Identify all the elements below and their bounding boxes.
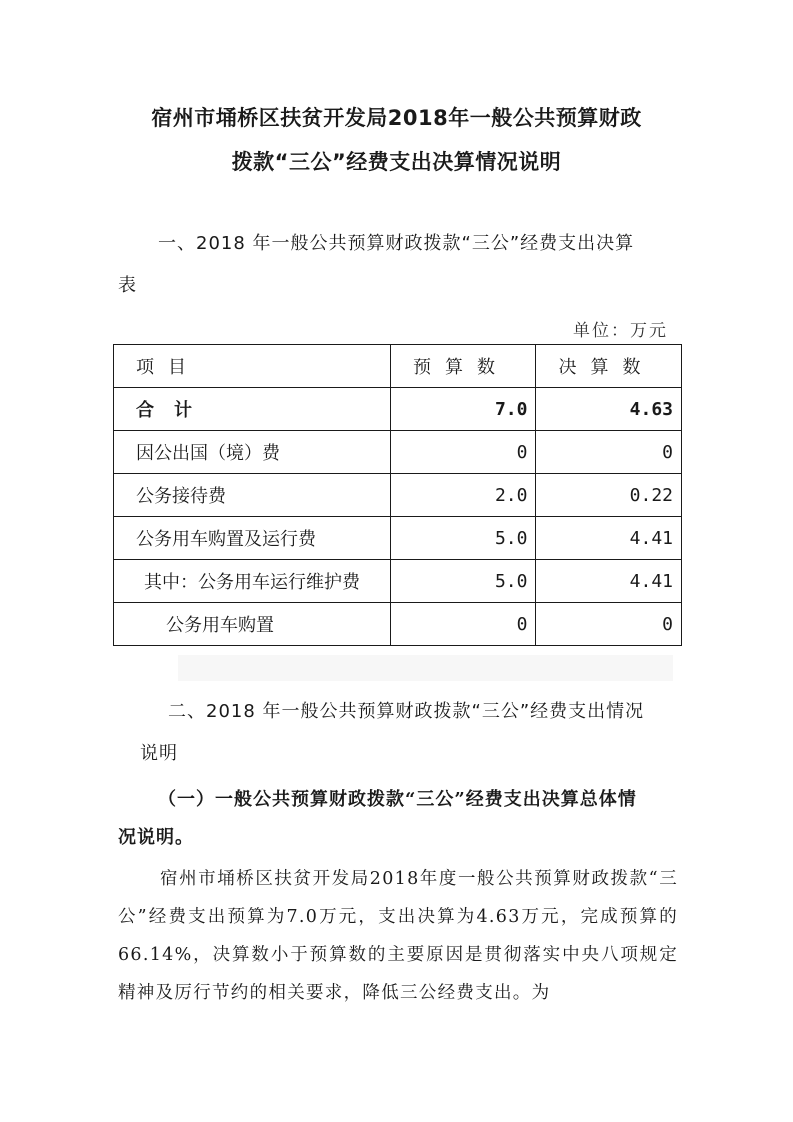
row-final: 4.41 bbox=[536, 517, 682, 560]
row-label: 公务用车购置及运行费 bbox=[114, 517, 391, 560]
row-label: 公务接待费 bbox=[114, 474, 391, 517]
row-budget: 5.0 bbox=[390, 560, 536, 603]
unit-label: 单位：万元 bbox=[573, 321, 668, 341]
row-label: 因公出国（境）费 bbox=[114, 431, 391, 474]
table-row bbox=[114, 560, 682, 603]
row-budget: 0 bbox=[390, 431, 536, 474]
row-final: 0 bbox=[536, 603, 682, 646]
section1-heading-line1: 一、2018 年一般公共预算财政拨款“三公”经费支出决算 bbox=[158, 233, 635, 254]
subsection1-heading-line2: 况说明。 bbox=[118, 827, 194, 848]
document-title-line2: 拨款“三公”经费支出决算情况说明 bbox=[231, 150, 562, 174]
body-paragraph: 宿州市埇桥区扶贫开发局2018年度一般公共预算财政拨款“三公”经费支出预算为7.0万元，支出决算为4.63万元，完成预算的66.14%，决算数小于预算数的主要原因是贯彻落实中央八项规定精神及厉行节约的相关要求，降低三公经费支出。为 bbox=[118, 869, 678, 1003]
row-label: 其中：公务用车运行维护费 bbox=[114, 560, 391, 603]
row-budget: 2.0 bbox=[390, 474, 536, 517]
row-budget: 7.0 bbox=[390, 388, 536, 431]
table-row bbox=[114, 431, 682, 474]
row-final: 0.22 bbox=[536, 474, 682, 517]
document-title-line1: 宿州市埇桥区扶贫开发局2018年一般公共预算财政 bbox=[151, 106, 642, 130]
section1-heading-line2: 表 bbox=[118, 275, 137, 296]
section2-heading-line1: 二、2018 年一般公共预算财政拨款“三公”经费支出情况 bbox=[168, 701, 645, 722]
row-label: 合计 bbox=[114, 388, 391, 431]
table-row bbox=[114, 474, 682, 517]
table-row-total bbox=[114, 388, 682, 431]
header-budget: 预算数 bbox=[390, 345, 536, 388]
row-final: 0 bbox=[536, 431, 682, 474]
row-final: 4.41 bbox=[536, 560, 682, 603]
three-public-expenses-table bbox=[113, 344, 682, 646]
row-budget: 5.0 bbox=[390, 517, 536, 560]
row-label: 公务用车购置 bbox=[114, 603, 391, 646]
row-budget: 0 bbox=[390, 603, 536, 646]
table-row bbox=[114, 603, 682, 646]
table-header-row bbox=[114, 345, 682, 388]
row-final: 4.63 bbox=[536, 388, 682, 431]
scan-artifact bbox=[178, 655, 673, 681]
header-final: 决算数 bbox=[536, 345, 682, 388]
header-item: 项目 bbox=[114, 345, 391, 388]
section2-heading-line2: 说明 bbox=[140, 743, 178, 764]
subsection1-heading-line1: （一）一般公共预算财政拨款“三公”经费支出决算总体情 bbox=[158, 789, 637, 810]
table-row bbox=[114, 517, 682, 560]
